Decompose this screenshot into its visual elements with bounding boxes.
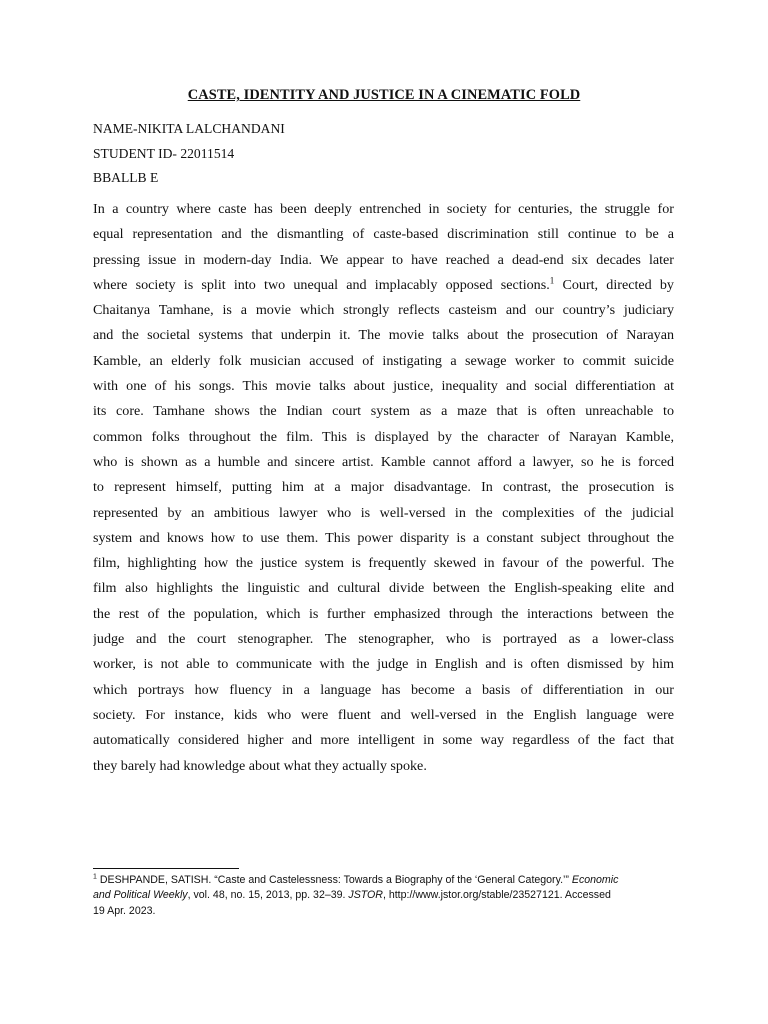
- student-id-line: STUDENT ID- 22011514: [93, 146, 235, 161]
- footnote-mark: 1: [93, 873, 97, 881]
- body-line: society. For instance, kids who were fluent and well-versed in the English language were: [93, 706, 674, 723]
- body-line-text-continued: Court, directed by: [554, 276, 674, 293]
- body-line: and the societal systems that underpin it. The movie talks about the prosecution of Narayan: [93, 327, 674, 344]
- body-line-text: where society is split into two unequal and implacably opposed sections.: [93, 276, 550, 293]
- body-line: represented by an ambitious lawyer who is well-versed in the complexities of the judicial: [93, 504, 674, 521]
- body-line: common folks throughout the film. This is displayed by the character of Narayan Kamble,: [93, 428, 674, 445]
- body-line: pressing issue in modern-day India. We appear to have reached a dead-end six decades later: [93, 251, 674, 268]
- body-line: to represent himself, putting him at a major disadvantage. In contrast, the prosecution is: [93, 479, 674, 496]
- body-line: they barely had knowledge about what they actually spoke.: [93, 757, 427, 774]
- footnote-volume-text: , vol. 48, no. 15, 2013, pp. 32–39.: [187, 889, 349, 902]
- footnote-citation-text: DESHPANDE, SATISH. “Caste and Castelessness: Towards a Biography of the ‘General Category.’”: [96, 874, 572, 886]
- footnote: [93, 873, 693, 919]
- author-name-line: NAME-NIKITA LALCHANDANI: [93, 121, 285, 136]
- body-line: which portrays how fluency in a language has become a basis of differentiation in our: [93, 681, 674, 698]
- footnote-line: 19 Apr. 2023.: [93, 904, 156, 917]
- body-line: with one of his songs. This movie talks about justice, inequality and social differentiation at: [93, 378, 674, 395]
- body-line: film, highlighting how the justice system is frequently skewed in favour of the powerful. The: [93, 555, 674, 572]
- body-line: who is shown as a humble and sincere artist. Kamble cannot afford a lawyer, so he is forced: [93, 453, 674, 470]
- body-line-with-footnote-ref: [93, 273, 674, 298]
- body-line: judge and the court stenographer. The stenographer, who is portrayed as a lower-class: [93, 631, 674, 648]
- body-line: automatically considered higher and more intelligent in some way regardless of the fact that: [93, 732, 674, 749]
- body-line: equal representation and the dismantling of caste-based discrimination still continue to be a: [93, 226, 674, 243]
- footnote-separator: [93, 868, 239, 869]
- footnote-reference[interactable]: 1: [549, 275, 555, 286]
- body-line: Chaitanya Tamhane, is a movie which strongly reflects casteism and our country’s judiciary: [93, 302, 674, 319]
- footnote-line: [93, 888, 693, 903]
- body-line: worker, is not able to communicate with the judge in English and is often dismissed by him: [93, 656, 674, 673]
- body-paragraph: [93, 197, 674, 779]
- body-line: In a country where caste has been deeply entrenched in society for centuries, the struggle for: [93, 201, 674, 217]
- body-line: film also highlights the linguistic and cultural divide between the English-speaking elite and: [93, 580, 674, 597]
- footnote-journal-title: Economic: [571, 874, 619, 886]
- footnote-journal-title-cont: and Political Weekly: [93, 889, 188, 902]
- body-line: Kamble, an elderly folk musician accused of instigating a sewage worker to commit suicide: [93, 352, 674, 369]
- class-line: BBALLB E: [93, 170, 159, 185]
- footnote-line: [93, 873, 693, 888]
- footnote-source: JSTOR: [348, 889, 383, 902]
- body-line: its core. Tamhane shows the Indian court system as a maze that is often unreachable to: [93, 403, 674, 420]
- body-line: system and knows how to use them. This power disparity is a constant subject throughout the: [93, 529, 674, 546]
- footnote-url-text[interactable]: , http://www.jstor.org/stable/23527121. Accessed: [382, 889, 611, 902]
- body-line: the rest of the population, which is further emphasized through the interactions between the: [93, 605, 674, 622]
- document-title: CASTE, IDENTITY AND JUSTICE IN A CINEMATIC FOLD: [187, 87, 581, 103]
